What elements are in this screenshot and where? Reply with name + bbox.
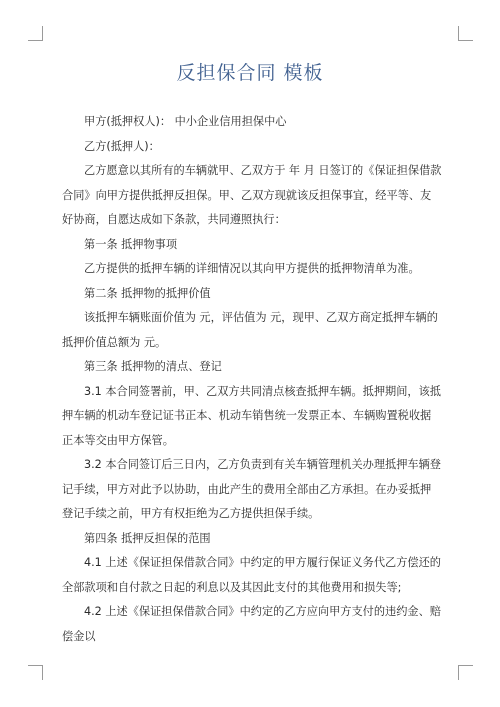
crop-mark-top-right [458, 26, 473, 41]
clause-3-1: 3.1 本合同签署前，甲、乙双方共同清点核查抵押车辆。抵押期间，该抵押车辆的机动车登记证书正本、机动车销售统一发票正本、车辆购置税收据正本等交由甲方保管。 [62, 384, 441, 447]
document-title: 反担保合同 模板 [176, 62, 324, 84]
document-body [62, 110, 442, 649]
crop-mark-top-left [28, 26, 43, 41]
article-3-heading: 第三条 抵押物的清点、登记 [84, 360, 222, 373]
intro-paragraph: 乙方愿意以其所有的车辆就甲、乙双方于 年 月 日签订的《保证担保借款合同》向甲方提供抵押反担保。甲、乙双方现就该反担保事宜，经平等、友好协商，自愿达成如下条款，共同遵照执行： [62, 164, 442, 226]
party-a-line: 甲方(抵押权人)： 中小企业信用担保中心 [84, 115, 287, 128]
article-4-heading: 第四条 抵押反担保的范围 [84, 531, 211, 545]
party-b-line: 乙方(抵押人)： [84, 139, 160, 153]
clause-4-1: 4.1 上述《保证担保借款合同》中约定的甲方履行保证义务代乙方偿还的全部款项和自付款之日起的利息以及其因此支付的其他费用和损失等; [62, 556, 441, 594]
crop-mark-bottom-left [28, 665, 43, 680]
crop-mark-bottom-right [458, 665, 473, 680]
article-2-heading: 第二条 抵押物的抵押价值 [84, 286, 211, 300]
clause-4-2: 4.2 上述《保证担保借款合同》中约定的乙方应向甲方支付的违约金、赔偿金以 [62, 605, 441, 643]
article-1-body: 乙方提供的抵押车辆的详细情况以其向甲方提供的抵押物清单为准。 [84, 262, 420, 275]
article-2-body: 该抵押车辆账面价值为 元，评估值为 元，现甲、乙双方商定抵押车辆的抵押价值总额为 元。 [62, 311, 438, 349]
clause-3-2: 3.2 本合同签订后三日内，乙方负责到有关车辆管理机关办理抵押车辆登记手续，甲方对此予以协助，由此产生的费用全部由乙方承担。在办妥抵押登记手续之前，甲方有权拒绝为乙方提供担保手续。 [62, 458, 441, 520]
article-1-heading: 第一条 抵押物事项 [84, 237, 178, 251]
